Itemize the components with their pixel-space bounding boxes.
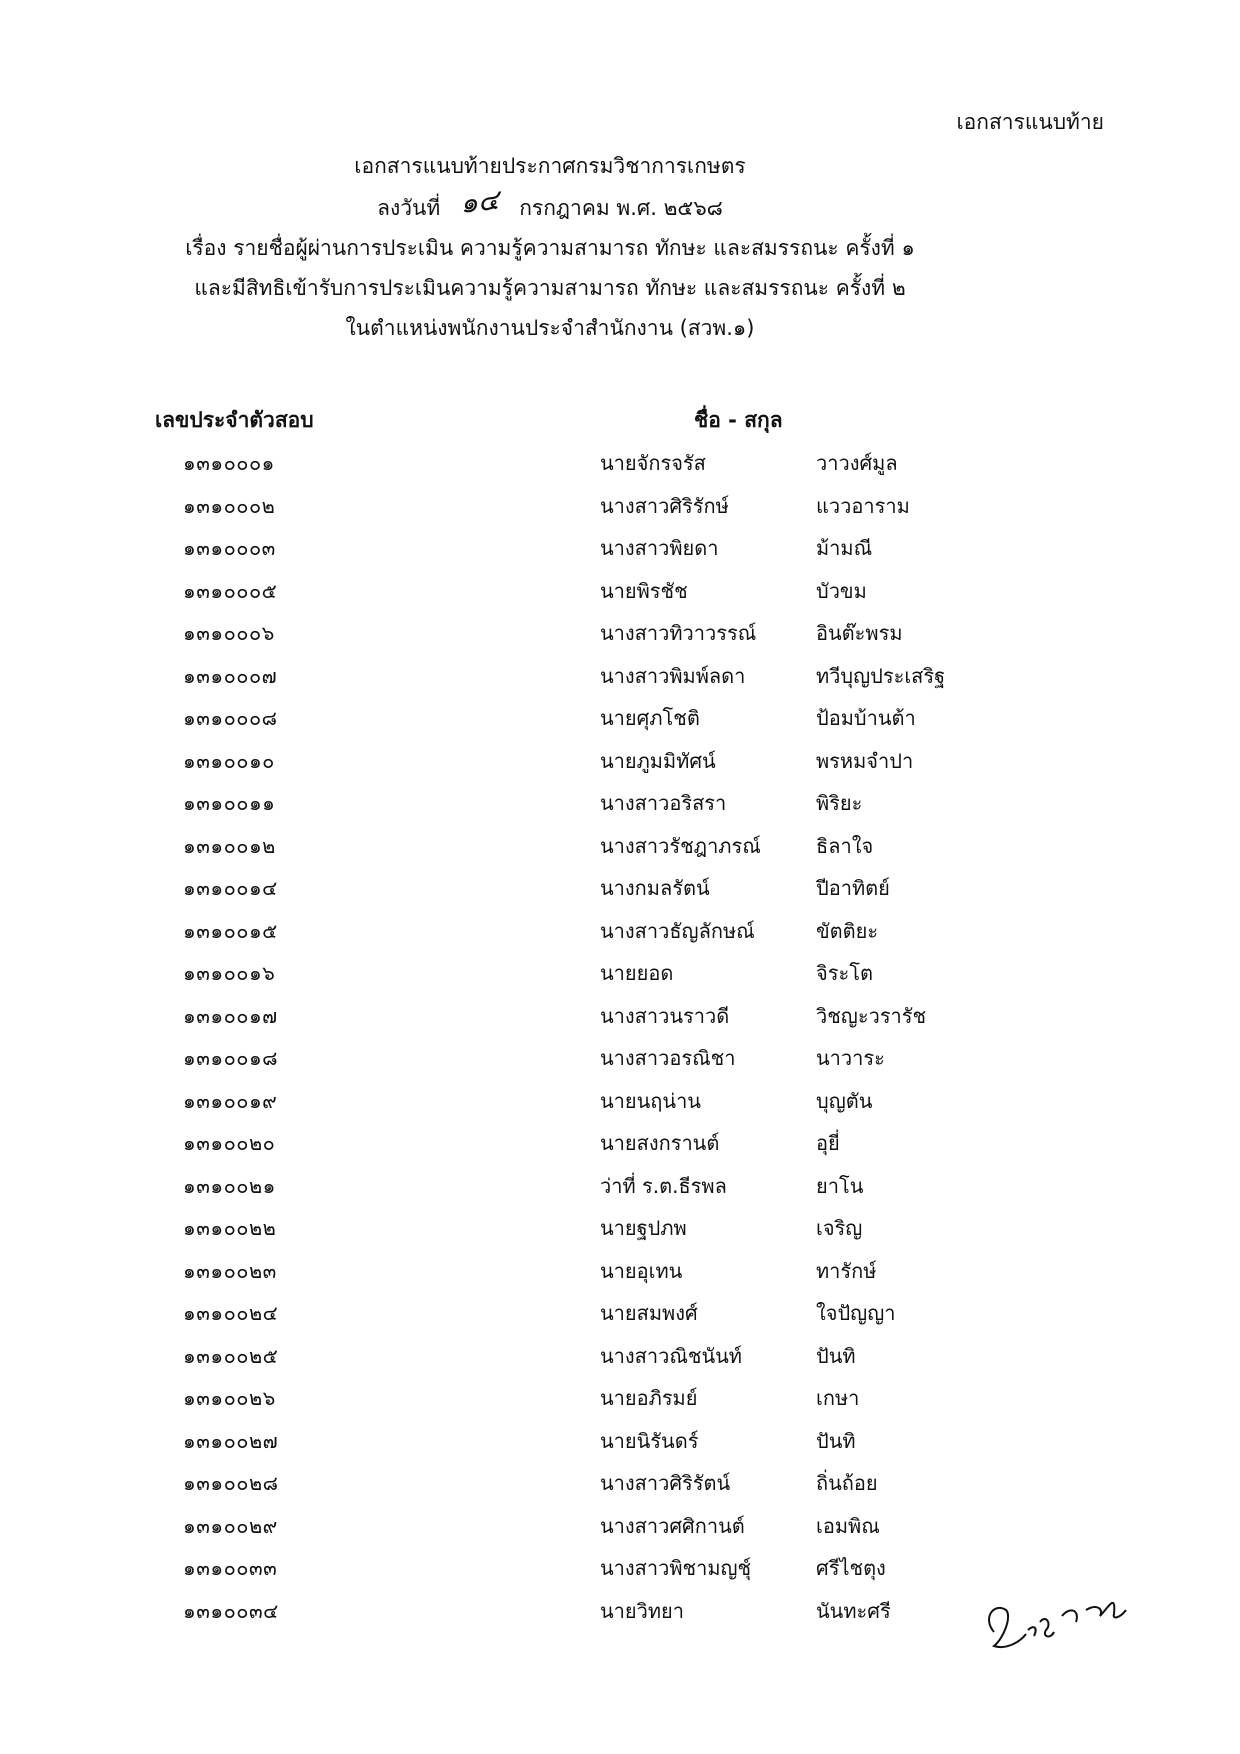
last-name: ป้อมบ้านต้า [816,706,916,730]
table-row [0,910,1240,953]
date-rest: กรกฎาคม พ.ศ. ๒๕๖๘ [519,196,723,220]
table-row [0,697,1240,740]
last-name: ถิ่นถ้อย [816,1471,878,1495]
exam-code: ๑๓๑๐๐๒๖ [183,1386,276,1410]
last-name: เอมพิณ [816,1513,880,1538]
exam-code: ๑๓๑๐๐๑๒ [183,833,276,858]
document-header [0,146,1100,348]
last-name: บุญตัน [816,1088,873,1113]
table-row [0,1335,1240,1378]
attachment-label: เอกสารแนบท้าย [956,110,1104,134]
first-name: นางสาวศิริรัตน์ [600,1471,731,1495]
exam-code: ๑๓๑๐๐๑๖ [183,961,276,985]
last-name: อินต๊ะพรม [816,621,903,645]
last-name: นาวาระ [816,1046,885,1070]
table-row [0,612,1240,655]
last-name: เจริญ [816,1216,863,1240]
exam-code: ๑๓๑๐๐๑๘ [183,1046,279,1070]
first-name: นายอภิรมย์ [600,1386,698,1410]
exam-code: ๑๓๑๐๐๑๙ [183,1088,278,1113]
exam-code: ๑๓๑๐๐๑๐ [183,748,275,773]
first-name: นางสาวพิมพ์ลดา [600,663,746,688]
table-row [0,442,1240,485]
last-name: ปีอาทิตย์ [816,876,890,900]
exam-code: ๑๓๑๐๐๒๘ [183,1471,279,1495]
first-name: นายอุเทน [600,1258,683,1283]
exam-code: ๑๓๑๐๐๐๓ [183,536,276,560]
exam-code: ๑๓๑๐๐๐๑ [183,451,275,475]
first-name: นางสาวรัชฎาภรณ์ [600,833,761,858]
exam-code: ๑๓๑๐๐๓๔ [183,1598,279,1623]
last-name: ทารักษ์ [816,1258,877,1283]
column-header-code: เลขประจำตัวสอบ [155,408,314,432]
table-row [0,740,1240,783]
header-subject-line-2: และมีสิทธิเข้ารับการประเมินความรู้ความสามารถ ทักษะ และสมรรถนะ ครั้งที่ ๒ [194,276,906,300]
first-name: นางสาวธัญลักษณ์ [600,918,755,943]
table-row [0,1165,1240,1208]
exam-code: ๑๓๑๐๐๒๑ [183,1173,276,1198]
exam-code: ๑๓๑๐๐๒๐ [183,1131,276,1155]
first-name: นางสาวณิชนันท์ [600,1343,742,1368]
exam-code: ๑๓๑๐๐๒๗ [183,1428,279,1453]
first-name: นายวิทยา [600,1598,684,1623]
table-row [0,1207,1240,1250]
first-name: นายพิรชัช [600,578,688,603]
exam-code: ๑๓๑๐๐๒๙ [183,1513,278,1538]
table-row [0,995,1240,1038]
table-row [0,527,1240,570]
last-name: ทวีบุญประเสริฐ [816,663,946,688]
exam-code: ๑๓๑๐๐๑๗ [183,1003,278,1028]
last-name: ธิลาใจ [816,833,874,858]
candidate-list [0,442,1240,1632]
first-name: นายภูมมิทัศน์ [600,748,716,773]
table-row [0,1122,1240,1165]
table-row [0,1037,1240,1080]
date-day-handwritten: ๑๔ [458,183,501,220]
exam-code: ๑๓๑๐๐๐๗ [183,663,278,688]
exam-code: ๑๓๑๐๐๒๓ [183,1258,277,1283]
first-name: ว่าที่ ร.ต.ธีรพล [600,1173,727,1198]
last-name: แววอาราม [816,493,910,518]
exam-code: ๑๓๑๐๐๐๖ [183,621,275,645]
column-header-name: ชื่อ - สกุล [694,408,783,432]
first-name: นางกมลรัตน์ [600,876,710,900]
header-title: เอกสารแนบท้ายประกาศกรมวิชาการเกษตร [354,154,746,178]
last-name: บัวขม [816,578,867,603]
exam-code: ๑๓๑๐๐๑๑ [183,791,276,815]
last-name: ม้ามณี [816,536,873,560]
table-row [0,485,1240,528]
table-row [0,867,1240,910]
first-name: นางสาวนราวดี [600,1003,730,1028]
last-name: วิชญะวรารัช [816,1003,927,1028]
header-date [0,183,1100,228]
table-row [0,570,1240,613]
table-row [0,1292,1240,1335]
exam-code: ๑๓๑๐๐๒๒ [183,1216,277,1240]
first-name: นายสมพงศ์ [600,1301,698,1325]
first-name: นายสงกรานต์ [600,1131,720,1155]
table-row [0,952,1240,995]
last-name: ยาโน [816,1173,864,1198]
first-name: นายฐปภพ [600,1216,687,1240]
first-name: นางสาวพิชามญชุ์ [600,1556,752,1580]
table-row [0,1250,1240,1293]
exam-code: ๑๓๑๐๐๐๘ [183,706,278,730]
first-name: นายจักรจรัส [600,451,706,475]
table-row [0,655,1240,698]
last-name: ศรีไชตุง [816,1556,886,1580]
first-name: นางสาวพิยดา [600,536,719,560]
last-name: ปันทิ [816,1343,856,1368]
last-name: ขัตติยะ [816,918,879,943]
last-name: พิริยะ [816,791,863,815]
last-name: ใจปัญญา [816,1301,896,1325]
last-name: นันทะศรี [816,1598,891,1623]
table-row [0,1505,1240,1548]
first-name: นายยอด [600,961,674,985]
table-row [0,1080,1240,1123]
last-name: ปันทิ [816,1428,856,1453]
table-row [0,825,1240,868]
table-row [0,1420,1240,1463]
exam-code: ๑๓๑๐๐๑๔ [183,876,278,900]
signature-icon [976,1580,1136,1660]
header-subject-line-3: ในตำแหน่งพนักงานประจำสำนักงาน (สวพ.๑) [345,316,755,340]
header-subject-line-1: เรื่อง รายชื่อผู้ผ่านการประเมิน ความรู้ความสามารถ ทักษะ และสมรรถนะ ครั้งที่ ๑ [185,236,915,260]
table-row [0,1377,1240,1420]
last-name: วาวงศ์มูล [816,451,898,475]
date-prefix: ลงวันที่ [377,196,441,220]
last-name: เกษา [816,1386,860,1410]
exam-code: ๑๓๑๐๐๑๕ [183,918,278,943]
exam-code: ๑๓๑๐๐๒๕ [183,1343,279,1368]
exam-code: ๑๓๑๐๐๓๓ [183,1556,278,1580]
first-name: นางสาวอริสรา [600,791,727,815]
first-name: นายนฤน่าน [600,1088,701,1113]
first-name: นางสาวศศิกานต์ [600,1513,745,1538]
first-name: นายศุภโชติ [600,706,700,730]
table-row [0,782,1240,825]
last-name: จิระโต [816,961,873,985]
last-name: พรหมจำปา [816,748,914,773]
exam-code: ๑๓๑๐๐๐๒ [183,493,276,518]
exam-code: ๑๓๑๐๐๐๕ [183,578,278,603]
first-name: นางสาวอรณิชา [600,1046,736,1070]
last-name: อุยี่ [816,1131,840,1155]
exam-code: ๑๓๑๐๐๒๔ [183,1301,279,1325]
table-row [0,1462,1240,1505]
first-name: นายนิรันดร์ [600,1428,699,1453]
first-name: นางสาวศิริรักษ์ [600,493,729,518]
first-name: นางสาวทิวาวรรณ์ [600,621,757,645]
